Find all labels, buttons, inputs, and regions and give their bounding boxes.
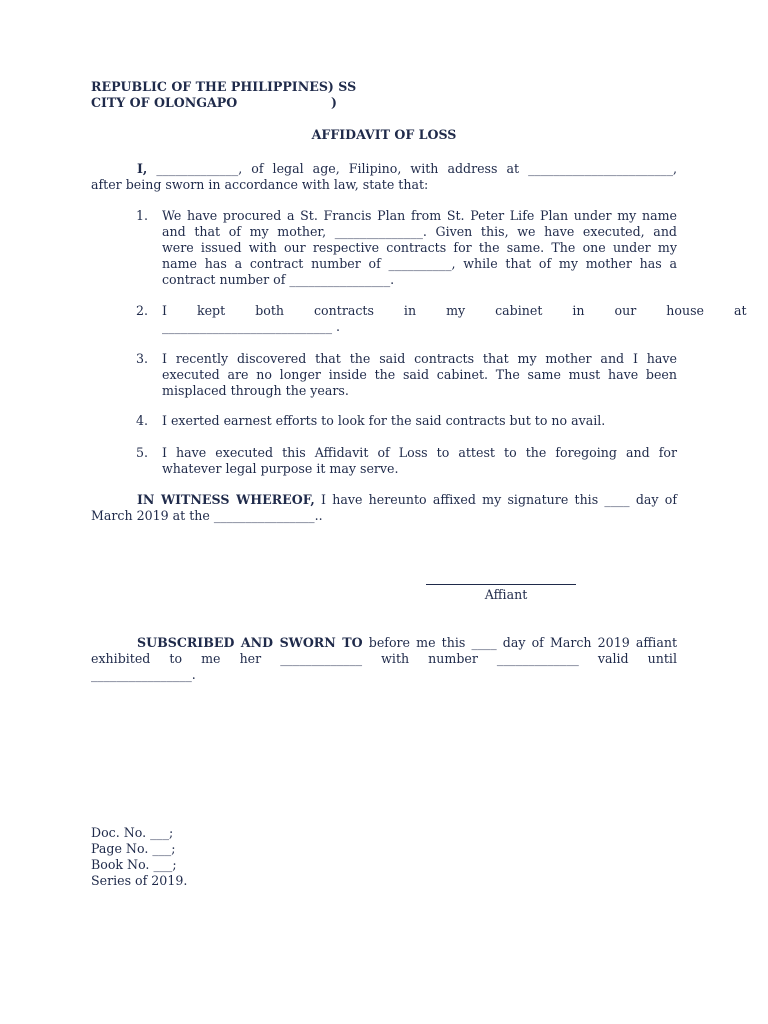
item-line: name has a contract number of __________, while that of my mother has a [162, 256, 677, 271]
witness-line-2: March 2019 at the ________________.. [91, 508, 323, 523]
witness-paragraph [91, 492, 677, 524]
jurat-paragraph [91, 635, 677, 683]
list-item [162, 413, 677, 429]
witness-line-1-rest: I have hereunto affixed my signature this ____ day of [314, 492, 677, 507]
item-line: I exerted earnest efforts to look for the said contracts but to no avail. [162, 413, 606, 428]
intro-line-1-rest: _____________, of legal age, Filipino, with address at _______________________, [147, 161, 677, 176]
item-line: I kept both contracts in my cabinet in our house at [162, 303, 747, 318]
item-line: executed are no longer inside the said cabinet. The same must have been [162, 367, 677, 382]
intro-paragraph [91, 161, 677, 193]
witness-line-1 [91, 492, 677, 508]
venue-caption [91, 79, 356, 111]
venue-city-paren: ) [331, 95, 337, 110]
venue-city-name: CITY OF OLONGAPO [91, 95, 238, 110]
item-line: whatever legal purpose it may serve. [162, 461, 399, 476]
witness-lead: IN WITNESS WHEREOF, [137, 492, 315, 507]
notarial-details [91, 825, 187, 889]
venue-city [91, 95, 356, 111]
list-item [162, 303, 747, 335]
doc-number: Doc. No. ___; [91, 825, 174, 840]
item-number: 2. [136, 303, 149, 318]
jurat-line-1-rest: before me this ____ day of March 2019 affiant [362, 635, 678, 650]
item-line: contract number of ________________. [162, 272, 395, 287]
intro-line-1 [91, 161, 677, 177]
item-line: were issued with our respective contracts for the same. The one under my [162, 240, 677, 255]
document-title: AFFIDAVIT OF LOSS [311, 127, 457, 142]
item-line: I have executed this Affidavit of Loss to attest to the foregoing and for [162, 445, 677, 460]
jurat-line-1 [91, 635, 677, 651]
item-number: 3. [136, 351, 149, 366]
jurat-lead: SUBSCRIBED AND SWORN TO [137, 635, 363, 650]
affiant-label: Affiant [484, 587, 528, 602]
item-line: We have procured a St. Francis Plan from St. Peter Life Plan under my name [162, 208, 677, 223]
jurat-line-2: exhibited to me her _____________ with number _____________ valid until [91, 651, 677, 666]
signature-line [426, 584, 576, 585]
item-number: 5. [136, 445, 149, 460]
series-year: Series of 2019. [91, 873, 188, 888]
item-number: 4. [136, 413, 149, 428]
list-item [162, 351, 677, 399]
page-number: Page No. ___; [91, 841, 176, 856]
intro-line-2: after being sworn in accordance with law, state that: [91, 177, 429, 192]
book-number: Book No. ___; [91, 857, 177, 872]
item-line: ___________________________ . [162, 319, 341, 334]
item-number: 1. [136, 208, 149, 223]
venue-republic: REPUBLIC OF THE PHILIPPINES) SS [91, 79, 357, 94]
item-line: I recently discovered that the said contracts that my mother and I have [162, 351, 677, 366]
jurat-line-3: ________________. [91, 667, 196, 682]
list-item [162, 208, 677, 288]
item-line: and that of my mother, ______________. Given this, we have executed, and [162, 224, 677, 239]
item-line: misplaced through the years. [162, 383, 349, 398]
list-item [162, 445, 677, 477]
intro-lead: I, [137, 161, 148, 176]
